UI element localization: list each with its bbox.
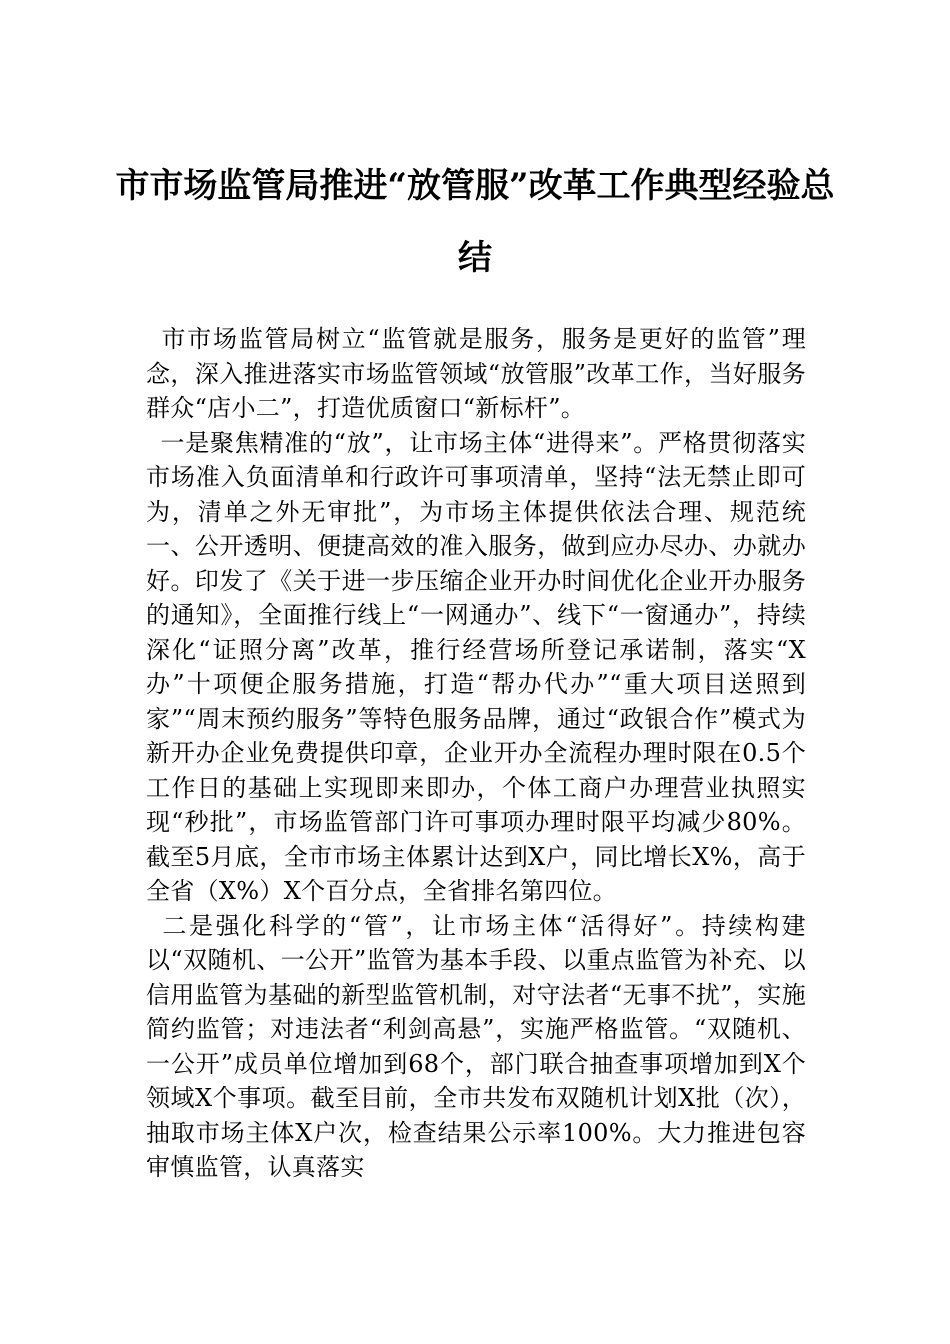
paragraph-intro [146, 322, 806, 426]
paragraph-text: 一是聚焦精准的“放”，让市场主体“进得来”。严格贯彻落实市场准入负面清单和行政许可事项清单，坚持“法无禁止即可为，清单之外无审批”，为市场主体提供依法合理、规范统一、公开透明、便捷高效的准入服务，做到应办尽办、办就办好。印发了《关于进一步压缩企业开办时间优化企业开办服务的通知》，全面推行线上“一网通办”、线下“一窗通办”，持续深化“证照分离”改革，推行经营场所登记承诺制，落实“X办”十项便企服务措施，打造“帮办代办”“重大项目送照到家”“周末预约服务”等特色服务品牌，通过“政银合作”模式为新开办企业免费提供印章，企业开办全流程办理时限在0.5个工作日的基础上实现即来即办，个体工商户办理营业执照实现“秒批”，市场监管部门许可事项办理时限平均减少80%。截至5月底，全市市场主体累计达到X户，同比增长X%，高于全省（X%）X个百分点，全省排名第四位。 [146, 428, 806, 905]
paragraph-text: 市市场监管局树立“监管就是服务，服务是更好的监管”理念，深入推进落实市场监管领域“放管服”改革工作，当好服务群众“店小二”，打造优质窗口“新标杆”。 [146, 325, 806, 422]
document-body [146, 322, 806, 1185]
paragraph-text: 二是强化科学的“管”，让市场主体“活得好”。持续构建以“双随机、一公开”监管为基本手段、以重点监管为补充、以信用监管为基础的新型监管机制，对守法者“无事不扰”，实施简约监管；对违法者“利剑高悬”，实施严格监管。“双随机、一公开”成员单位增加到68个，部门联合抽查事项增加到X个领域X个事项。截至目前，全市共发布双随机计划X批（次），抽取市场主体X户次，检查结果公示率100%。大力推进包容审慎监管，认真落实 [146, 911, 806, 1181]
paragraph-guan [146, 909, 806, 1185]
paragraph-fang [146, 426, 806, 909]
document-title: 市市场监管局推进“放管服”改革工作典型经验总结 [115, 166, 835, 278]
